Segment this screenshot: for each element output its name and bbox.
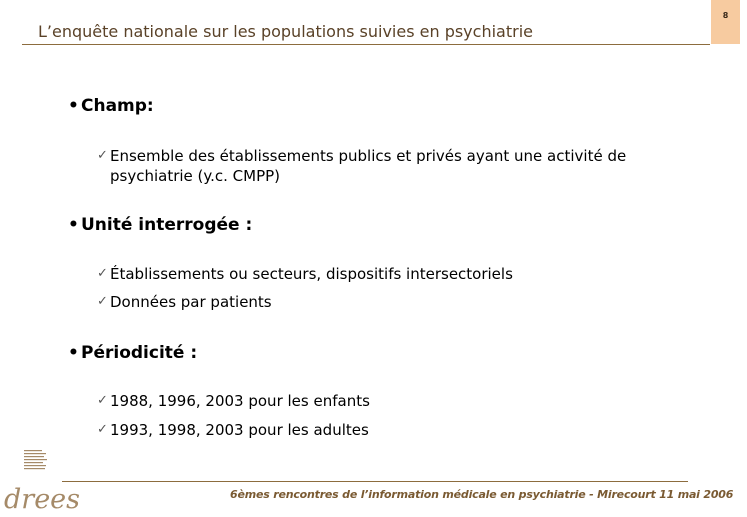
bullet-icon: •	[68, 215, 79, 235]
bullet-icon: •	[68, 96, 79, 116]
bullet-icon: •	[68, 343, 79, 363]
list-item	[97, 264, 513, 284]
drees-logo	[4, 444, 81, 515]
list-item	[97, 391, 370, 411]
list-item	[97, 146, 626, 186]
list-item-text: psychiatrie (y.c. CMPP)	[110, 167, 281, 185]
list-item-text: Données par patients	[110, 293, 272, 311]
section-heading-label: Champ:	[81, 96, 154, 116]
section-heading-label: Unité interrogée :	[81, 215, 253, 235]
checkmark-icon: ✓	[97, 393, 108, 408]
list-item-text: 1993, 1998, 2003 pour les adultes	[110, 421, 369, 439]
title-divider	[22, 44, 710, 45]
section-heading-champ	[68, 96, 154, 116]
list-item-text: 1988, 1996, 2003 pour les enfants	[110, 392, 370, 410]
checkmark-icon: ✓	[97, 266, 108, 281]
section-heading-label: Périodicité :	[81, 343, 198, 363]
page-number-box	[711, 0, 740, 44]
footer-text: 6èmes rencontres de l’information médicale en psychiatrie - Mirecourt 11 mai 2006	[230, 488, 734, 501]
list-item-text: Établissements ou secteurs, dispositifs intersectoriels	[110, 265, 513, 283]
list-item	[97, 292, 272, 312]
logo-wordmark: drees	[4, 484, 81, 515]
section-heading-periodicite	[68, 343, 197, 363]
page-number: 8	[722, 11, 729, 20]
checkmark-icon: ✓	[97, 294, 108, 309]
checkmark-icon: ✓	[97, 148, 108, 163]
section-heading-unite	[68, 215, 252, 235]
list-item	[97, 420, 369, 440]
list-item-text: Ensemble des établissements publics et privés ayant une activité de	[110, 147, 627, 165]
slide-title: L’enquête nationale sur les populations suivies en psychiatrie	[38, 22, 533, 41]
checkmark-icon: ✓	[97, 422, 108, 437]
footer-divider	[62, 481, 688, 482]
